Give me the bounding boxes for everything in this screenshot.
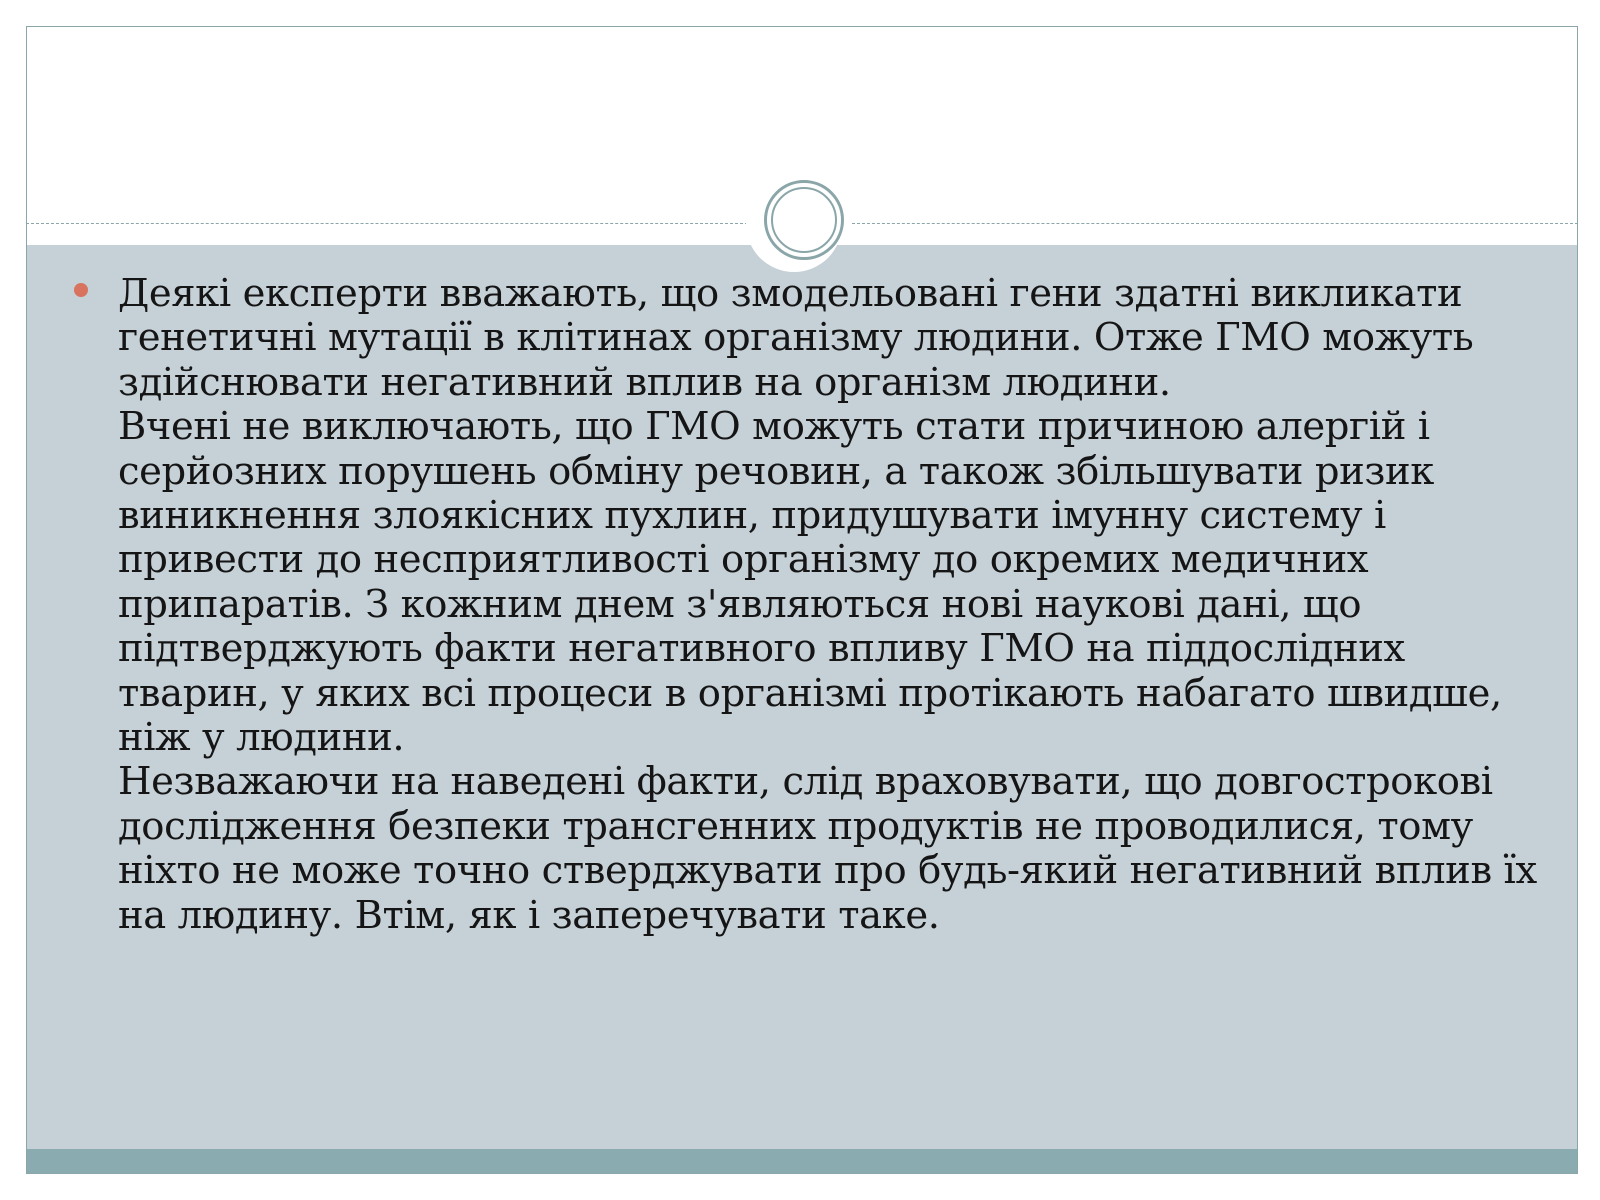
paragraph-2: Вчені не виключають, що ГМО можуть стати причиною алергій і серйозних порушень обміну речовин, а також збільшувати ризик виникнення злоякісних пухлин, придушувати імунну систему і привести до несприятливості організму до окремих медичних припаратів. З кожним днем з'являються нові наукові дані, що підтверджують факти негативного впливу ГМО на піддослідних тварин, у яких всі процеси в організмі протікають набагато швидше, ніж у людини. [118, 404, 1502, 761]
double-ring-inner [771, 187, 837, 253]
body-text [118, 272, 1558, 938]
divider-line-left [26, 223, 748, 224]
divider-line-right [852, 223, 1578, 224]
paragraph-3: Незважаючи на наведені факти, слід враховувати, що довгострокові дослідження безпеки трансгенних продуктів не проводилися, тому ніхто не може точно стверджувати про будь-який негативний вплив їх на людину. Втім, як і заперечувати таке. [118, 759, 1537, 938]
paragraph-1: Деякі експерти вважають, що змодельовані гени здатні викликати генетичні мутації в клітинах організму людини. Отже ГМО можуть здійснювати негативний вплив на організм людини. [118, 271, 1474, 405]
bullet-dot-icon [74, 283, 88, 297]
double-ring-icon [764, 180, 844, 260]
footer-bar [27, 1149, 1577, 1174]
